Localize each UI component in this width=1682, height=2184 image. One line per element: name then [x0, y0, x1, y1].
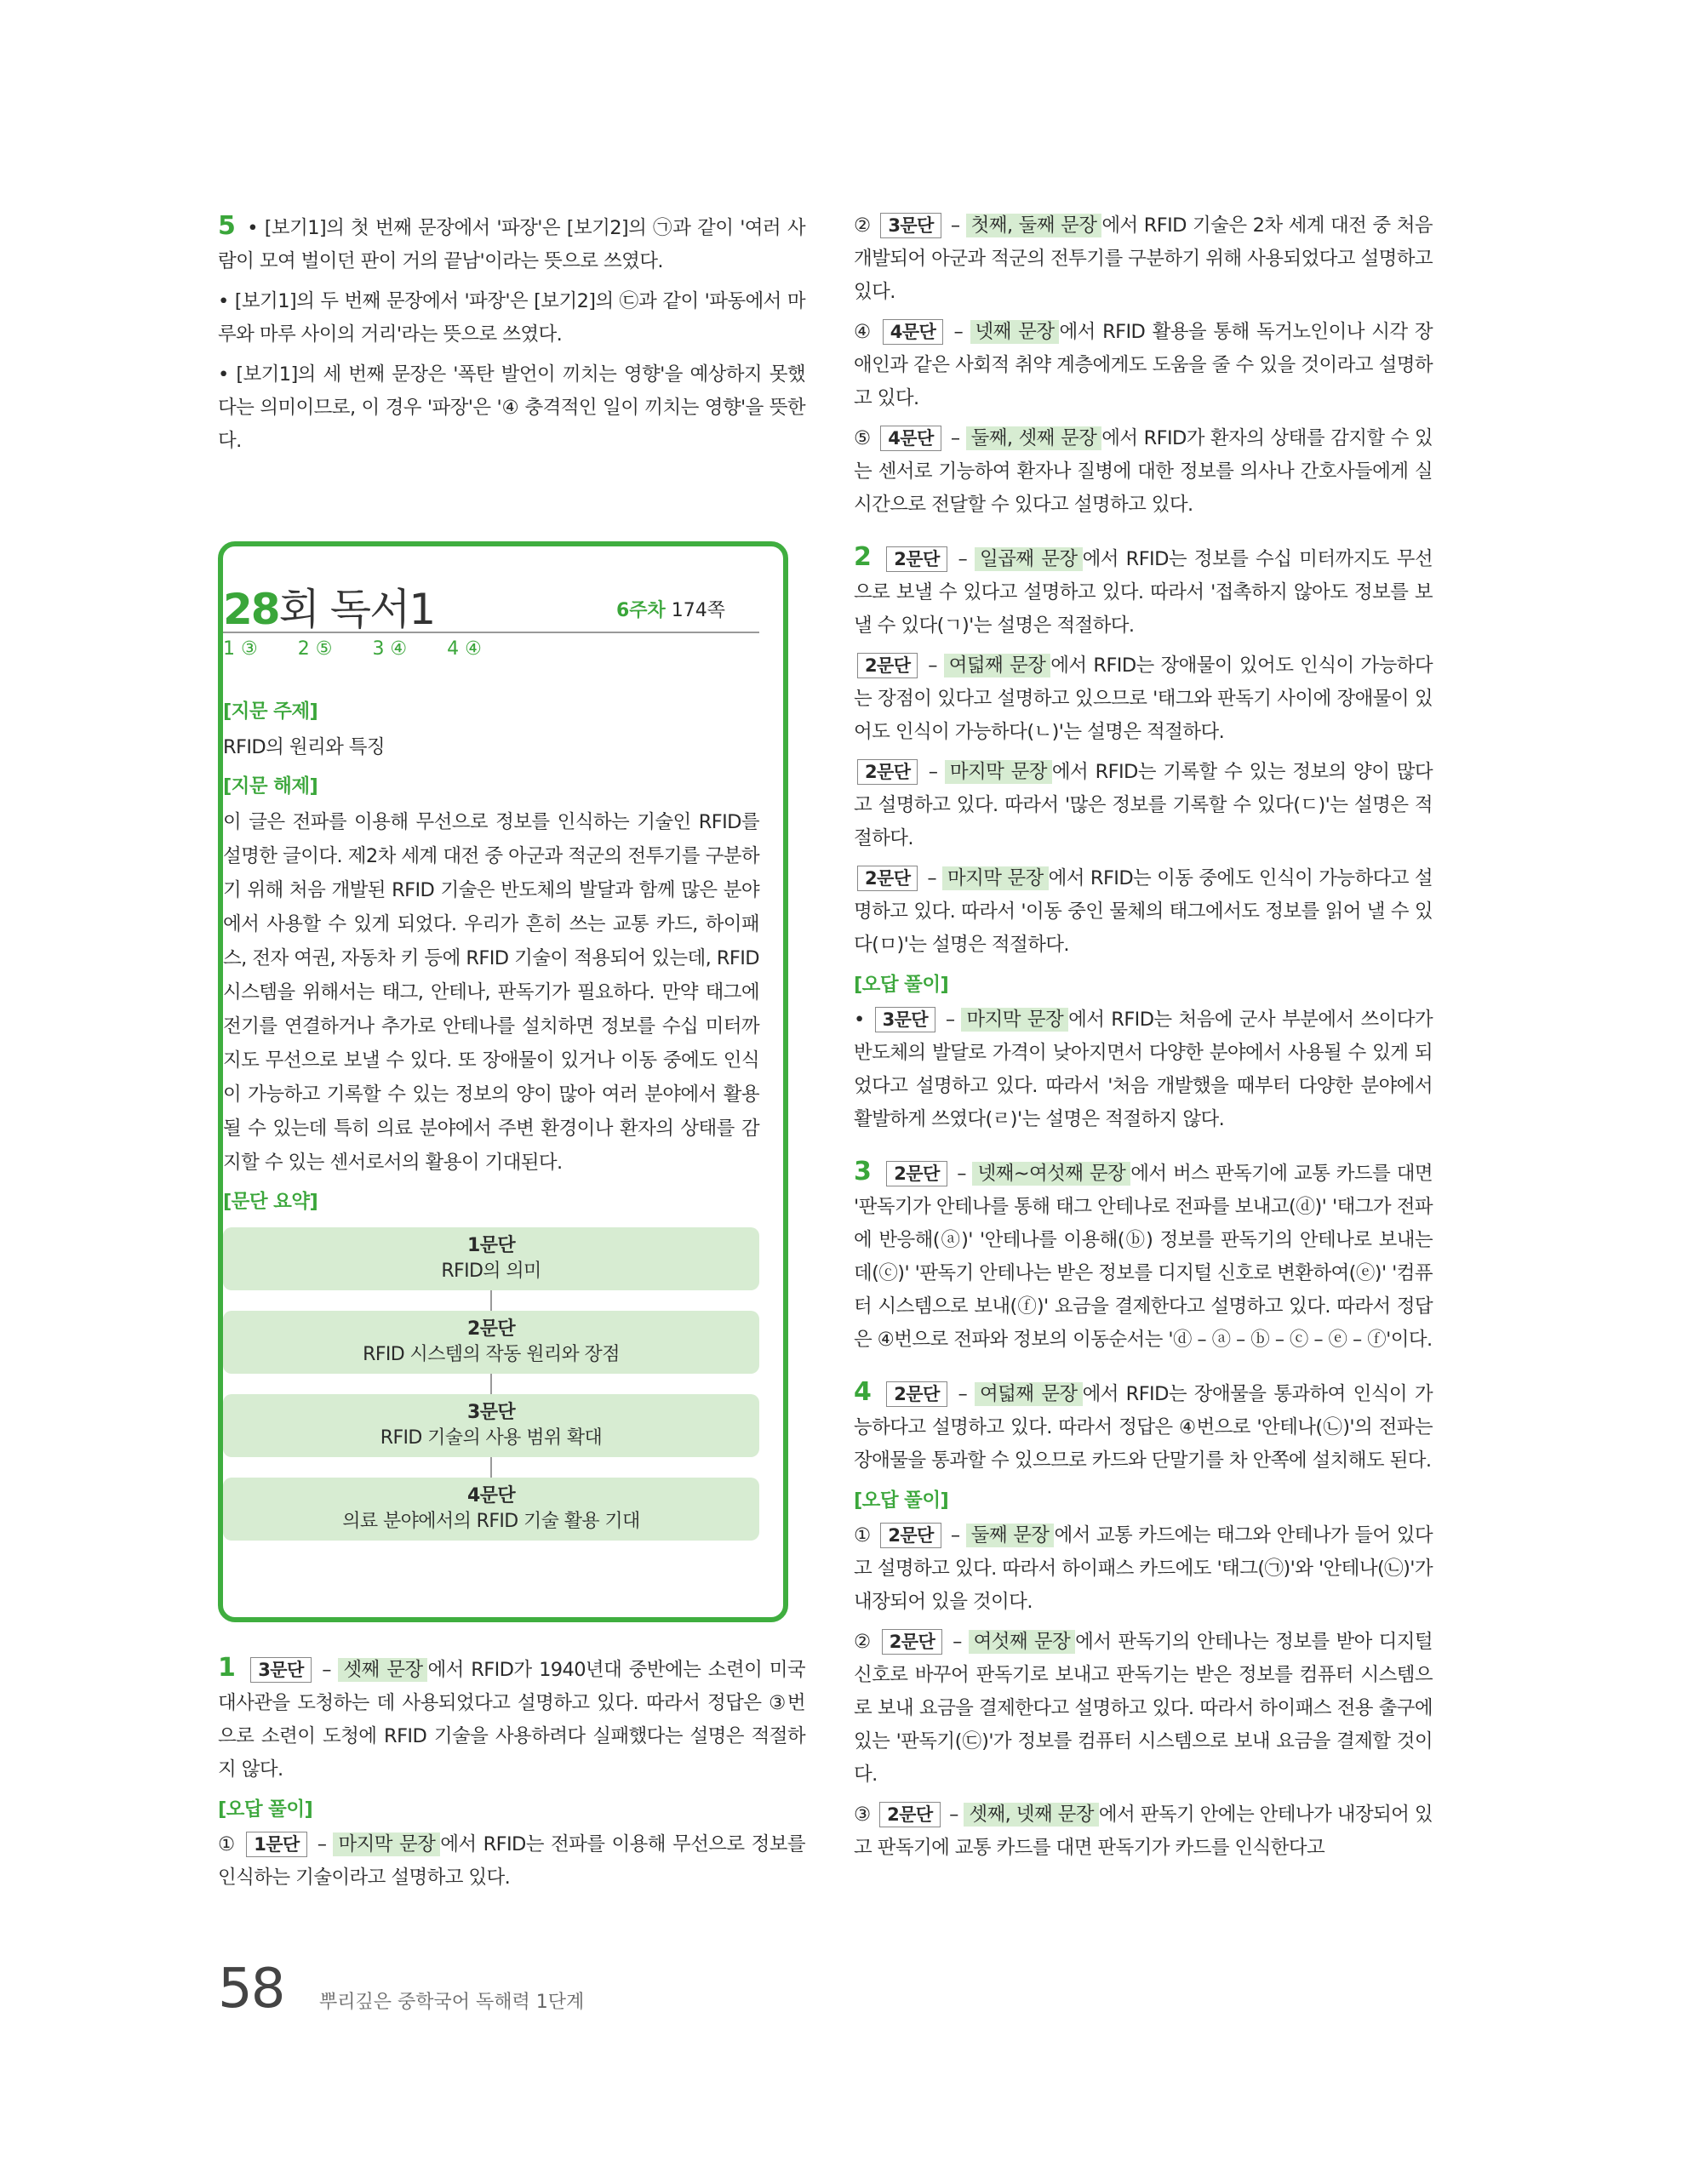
- q5-p1: • [보기1]의 첫 번째 문장에서 '파장'은 [보기2]의 ㉠과 같이 '여러 사람이 모여 벌이던 판이 거의 끝남'이라는 뜻으로 쓰였다.: [218, 217, 805, 272]
- summary-item-4: 4문단 의료 분야에서의 RFID 기술 활용 기대: [223, 1478, 759, 1541]
- left-column: [218, 209, 805, 465]
- q4-wrong-label: [오답 풀이]: [854, 1489, 949, 1512]
- q4-wrong-3: ③ 2문단 – 셋째, 넷째 문장 에서 판독기 안에는 안테나가 내장되어 있고 판독기에 교통 카드를 대면 판독기가 카드를 인식한다고: [854, 1804, 1433, 1859]
- q2-d: 2문단 – 마지막 문장 에서 RFID는 이동 중에도 인식이 가능하다고 설명하고 있다. 따라서 '이동 중인 물체의 태그에서도 정보를 읽어 낼 수 있다(ㅁ)'는 설명은 적절하다.: [854, 867, 1433, 956]
- q4-wrong-1: ① 2문단 – 둘째 문장 에서 교통 카드에는 태그와 안테나가 들어 있다고 설명하고 있다. 따라서 하이패스 카드에도 '태그(㉠)'와 '안테나(㉡)'가 내장되어 있을 것이다.: [854, 1524, 1433, 1613]
- book-title: 뿌리깊은 중학국어 독해력 1단계: [319, 1992, 585, 2013]
- card-title: 28회 독서1: [223, 585, 435, 634]
- topic-text: RFID의 원리와 특징: [223, 736, 386, 758]
- q1-answer: 1 3문단 – 셋째 문장 에서 RFID가 1940년대 중반에는 소련이 미국 대사관을 도청하는 데 사용되었다고 설명하고 있다. 따라서 정답은 ③번으로 소련이 도청에 RFID 기술을 사용하려다 실패했다는 설명은 적절하지 않다.: [218, 1653, 806, 1781]
- q2-c: 2문단 – 마지막 문장 에서 RFID는 기록할 수 있는 정보의 양이 많다고 설명하고 있다. 따라서 '많은 정보를 기록할 수 있다(ㄷ)'는 설명은 적절하다.: [854, 761, 1433, 849]
- right-column: [854, 209, 1433, 1872]
- card-body: [223, 689, 759, 1561]
- summary-item-2: 2문단 RFID 시스템의 작동 원리와 장점: [223, 1311, 759, 1374]
- answer-key: [223, 638, 516, 660]
- q2-b: 2문단 – 여덟째 문장 에서 RFID는 장애물이 있어도 인식이 가능하다는 장점이 있다고 설명하고 있으므로 '태그와 판독기 사이에 장애물이 있어도 인식이 가능하다(ㄴ)'는 설명은 적절하다.: [854, 655, 1433, 743]
- q5-number: 5: [218, 211, 236, 241]
- card-week: 6주차 174쪽: [615, 600, 725, 621]
- answer-3: 3 ④: [372, 638, 408, 660]
- q5-p3: • [보기1]의 세 번째 문장은 '폭탄 발언이 끼치는 영향'을 예상하지 못했다는 의미이므로, 이 경우 '파장'은 '④ 충격적인 일이 끼치는 영향'을 뜻한다.: [218, 363, 805, 452]
- q4-answer: 4 2문단 – 여덟째 문장 에서 RFID는 장애물을 통과하여 인식이 가능하다고 설명하고 있다. 따라서 정답은 ④번으로 '안테나(㉡)'의 전파는 장애물을 통과할 수 있으므로 카드와 단말기를 차 안쪽에 설치해도 된다.: [854, 1377, 1433, 1472]
- answer-4: 4 ④: [447, 638, 482, 660]
- r4-item: ④ 4문단 – 넷째 문장 에서 RFID 활용을 통해 독거노인이나 시각 장애인과 같은 사회적 취약 계층에게도 도움을 줄 수 있을 것이라고 설명하고 있다.: [854, 321, 1433, 409]
- q1-block: [218, 1651, 805, 1901]
- q3-answer: 3 2문단 – 넷째~여섯째 문장 에서 버스 판독기에 교통 카드를 대면 '판독기가 안테나를 통해 태그 안테나로 전파를 보내고(ⓓ)' '태그가 전파에 반응해(ⓐ)' '안테나를 이용해(ⓑ) 정보를 판독기의 안테나로 보내는데(ⓒ)' '판독기 안테나는 받은 정보를 디지털 신호로 변환하여(ⓔ)' '컴퓨터 시스템으로 보내(ⓕ)' 요금을 결제한다고 설명하고 있다. 따라서 정답은 ④번으로 전파와 정보의 이동순서는 'ⓓ – ⓐ – ⓑ – ⓒ – ⓔ – ⓕ'이다.: [854, 1157, 1433, 1351]
- answer-2: 2 ⑤: [297, 638, 333, 660]
- card-header: [223, 572, 759, 633]
- r2-item: ② 3문단 – 첫째, 둘째 문장 에서 RFID 기술은 2차 세계 대전 중 처음 개발되어 아군과 적군의 전투기를 구분하기 위해 사용되었다고 설명하고 있다.: [854, 214, 1433, 303]
- topic-label: [지문 주제]: [223, 700, 318, 723]
- summary-item-1: 1문단 RFID의 의미: [223, 1227, 759, 1290]
- summary-item-3: 3문단 RFID 기술의 사용 범위 확대: [223, 1394, 759, 1457]
- analysis-text: 이 글은 전파를 이용해 무선으로 정보를 인식하는 기술인 RFID를 설명한 글이다. 제2차 세계 대전 중 아군과 적군의 전투기를 구분하기 위해 처음 개발된 RFID 기술은 반도체의 발달과 함께 많은 분야에서 사용할 수 있게 되었다. 우리가 흔히 쓰는 교통 카드, 하이패스, 전자 여권, 자동차 키 등에 RFID 기술이 적용되어 있는데, RFID 시스템을 위해서는 태그, 안테나, 판독기가 필요하다. 만약 태그에 전기를 연결하거나 추가로 안테나를 설치하면 정보를 수십 미터까지도 무선으로 보낼 수 있다. 또 장애물이 있거나 이동 중에도 인식이 가능하고 기록할 수 있는 정보의 양이 많아 여러 분야에서 활용될 수 있는데 특히 의료 분야에서 주변 환경이나 환자의 상태를 감지할 수 있는 센서로서의 활용이 기대된다.: [223, 811, 759, 1174]
- q2-a: 2 2문단 – 일곱째 문장 에서 RFID는 정보를 수십 미터까지도 무선으로 보낼 수 있다고 설명하고 있다. 따라서 '접촉하지 않아도 정보를 보낼 수 있다(ㄱ)'는 설명은 적절하다.: [854, 542, 1433, 637]
- answer-1: 1 ③: [223, 638, 258, 660]
- q4-wrong-2: ② 2문단 – 여섯째 문장 에서 판독기의 안테나는 정보를 받아 디지털 신호로 바꾸어 판독기로 보내고 판독기는 받은 정보를 컴퓨터 시스템으로 보내 요금을 결제한다고 설명하고 있다. 따라서 하이패스 전용 출구에 있는 '판독기(㉢)'가 정보를 컴퓨터 시스템으로 보내 요금을 결제할 것이다.: [854, 1631, 1433, 1786]
- summary-card: [218, 541, 788, 1622]
- r5-item: ⑤ 4문단 – 둘째, 셋째 문장 에서 RFID가 환자의 상태를 감지할 수 있는 센서로 기능하여 환자나 질병에 대한 정보를 의사나 간호사들에게 실시간으로 전달할 수 있다고 설명하고 있다.: [854, 427, 1433, 516]
- summary-flow: [223, 1227, 759, 1541]
- q1-wrong-label: [오답 풀이]: [218, 1798, 313, 1821]
- q2-wrong: • 3문단 – 마지막 문장 에서 RFID는 처음에 군사 부분에서 쓰이다가 반도체의 발달로 가격이 낮아지면서 다양한 분야에서 사용될 수 있게 되었다고 설명하고 있다. 따라서 '처음 개발했을 때부터 다양한 분야에서 활발하게 쓰였다(ㄹ)'는 설명은 적절하지 않다.: [854, 1009, 1433, 1130]
- q2-wrong-label: [오답 풀이]: [854, 974, 949, 996]
- q5-p2: • [보기1]의 두 번째 문장에서 '파장'은 [보기2]의 ㉢과 같이 '파동에서 마루와 마루 사이의 거리'라는 뜻으로 쓰였다.: [218, 290, 805, 346]
- q1-wrong-1: ① 1문단 – 마지막 문장 에서 RFID는 전파를 이용해 무선으로 정보를 인식하는 기술이라고 설명하고 있다.: [218, 1833, 805, 1889]
- analysis-label: [지문 해제]: [223, 775, 318, 798]
- q5-line1: [218, 209, 805, 278]
- summary-label: [문단 요약]: [223, 1191, 318, 1213]
- page-number: 58: [218, 1958, 284, 2021]
